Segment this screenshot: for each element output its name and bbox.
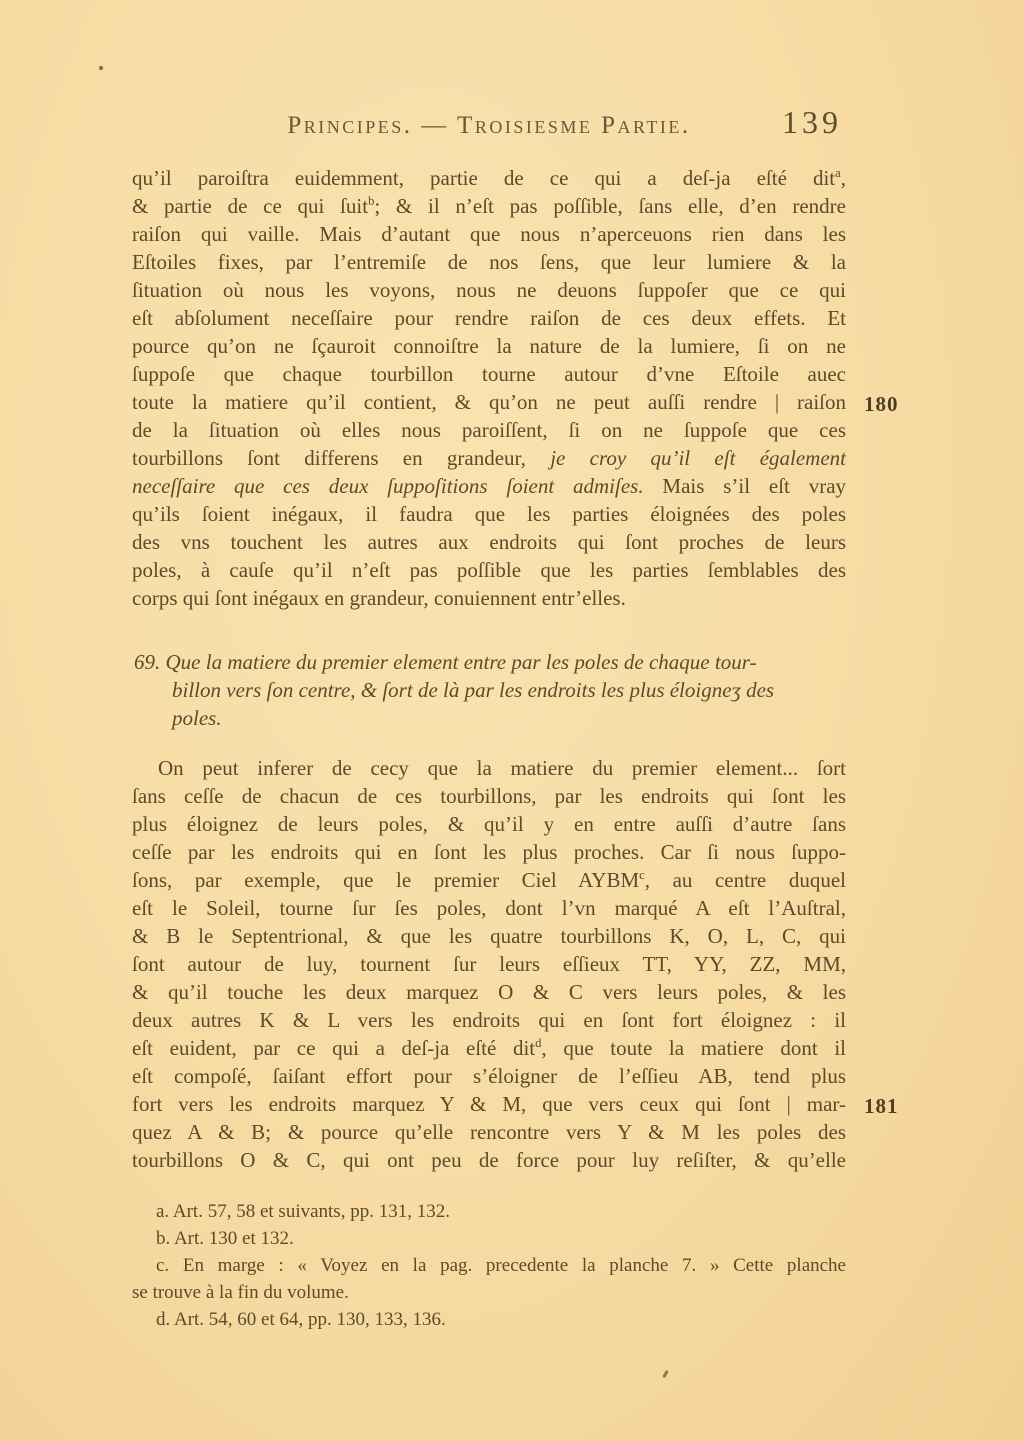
text-line	[132, 388, 846, 416]
text-line	[132, 950, 846, 978]
text-line	[132, 1034, 846, 1062]
text-run: corps qui ſont inégaux en grandeur, conuiennent entr’elles.	[132, 586, 626, 610]
running-header: Principes. — Troisiesme Partie.	[287, 112, 691, 139]
footnote-marker: c	[639, 868, 645, 882]
text-run: c. En marge : « Voyez en la pag. precedente la planche 7. » Cette planche	[156, 1255, 846, 1276]
text-line	[132, 922, 846, 950]
text-line	[132, 1062, 846, 1090]
text-line	[132, 1090, 846, 1118]
text-line	[132, 782, 846, 810]
text-run: de la ſituation où elles nous paroiſſent, ſi on ne ſuppoſe que ces	[132, 418, 846, 442]
text-line	[132, 472, 846, 500]
text-line	[132, 1252, 846, 1279]
text-run: ceſſe par les endroits qui en ſont les plus proches. Car ſi nous ſuppo-	[132, 840, 846, 864]
text-line	[132, 584, 846, 612]
text-line	[132, 838, 846, 866]
page-number: 139	[782, 104, 842, 140]
text-line	[132, 528, 846, 556]
body-paragraph-1	[132, 164, 846, 612]
text-run: 69. Que la matiere du premier element entre par les poles de chaque tour-	[134, 650, 757, 674]
text-line	[132, 192, 846, 220]
text-run: tourbillons O & C, qui ont peu de force pour luy reſiſter, & qu’elle	[132, 1148, 846, 1172]
text-run: eſt compoſé, ſaiſant effort pour s’éloigner de l’eſſieu AB, tend plus	[132, 1064, 846, 1088]
text-line	[132, 1279, 846, 1306]
text-line	[132, 1146, 846, 1174]
footnote-marker: d	[535, 1036, 542, 1050]
text-run: quez A & B; & pource qu’elle rencontre vers Y & M les poles des	[132, 1120, 846, 1144]
text-line	[132, 360, 846, 388]
text-run: & B le Septentrional, & que les quatre tourbillons K, O, L, C, qui	[132, 924, 846, 948]
text-run: poles.	[172, 706, 222, 730]
text-line	[132, 304, 846, 332]
text-run: toute la matiere qu’il contient, & qu’on ne peut auſſi rendre | raiſon	[132, 390, 846, 414]
text-run: qu’il paroiſtra euidemment, partie de ce qui a deſ-ja eſté dit	[132, 166, 836, 190]
text-run: deux autres K & L vers les endroits qui en ſont fort éloignez : il	[132, 1008, 846, 1032]
text-run: ſons, par exemple, que le premier Ciel AYBM	[132, 868, 640, 892]
text-run: Mais s’il eſt vray	[643, 474, 847, 498]
text-run: poles, à cauſe qu’il n’eſt pas poſſible que les parties ſemblables des	[132, 558, 846, 582]
text-line	[134, 704, 848, 732]
text-line	[132, 1006, 846, 1034]
section-heading-69	[134, 648, 848, 732]
text-run: ; & il n’eſt pas poſſible, ſans elle, d’en rendre	[374, 194, 846, 218]
text-line	[132, 978, 846, 1006]
text-line	[132, 276, 846, 304]
margin-page-ref-180: 180	[864, 392, 899, 416]
text-line	[132, 332, 846, 360]
text-run: billon vers ſon centre, & ſort de là par les endroits les plus éloigneʒ des	[172, 678, 775, 702]
footnote-marker: b	[368, 194, 375, 208]
text-run: ſuppoſe que chaque tourbillon tourne autour d’vne Eſtoile auec	[132, 362, 846, 386]
text-line	[132, 556, 846, 584]
footnote-marker: a	[835, 166, 841, 180]
text-line	[132, 1118, 846, 1146]
paper-speck	[662, 1370, 668, 1378]
text-line	[132, 866, 846, 894]
text-run: ſans ceſſe de chacun de ces tourbillons, par les endroits qui ſont les	[132, 784, 846, 808]
text-line	[132, 164, 846, 192]
text-line	[132, 416, 846, 444]
text-run: je croy qu’il eſt également	[550, 446, 847, 470]
text-run: tourbillons ſont differens en grandeur,	[132, 446, 551, 470]
text-run: , au centre duquel	[644, 868, 846, 892]
text-run: plus éloignez de leurs poles, & qu’il y en entre auſſi d’autre ſans	[132, 812, 846, 836]
text-line	[132, 248, 846, 276]
text-run: eſt le Soleil, tourne ſur ſes poles, dont l’vn marqué A eſt l’Auſtral,	[132, 896, 846, 920]
text-run: & qu’il touche les deux marquez O & C vers leurs poles, & les	[132, 980, 846, 1004]
text-line	[132, 444, 846, 472]
text-line	[132, 220, 846, 248]
text-line	[134, 676, 848, 704]
text-run: pource qu’on ne ſçauroit connoiſtre la nature de la lumiere, ſi on ne	[132, 334, 846, 358]
text-run: neceſſaire que ces deux ſuppoſitions ſoient admiſes.	[132, 474, 644, 498]
text-run: fort vers les endroits marquez Y & M, que vers ceux qui ſont | mar-	[132, 1092, 846, 1116]
footnotes	[132, 1198, 846, 1333]
paper-speck	[99, 66, 103, 70]
text-run: On peut inferer de cecy que la matiere du premier element... ſort	[158, 756, 846, 780]
text-run: & partie de ce qui ſuit	[132, 194, 369, 218]
text-run: des vns touchent les autres aux endroits qui ſont proches de leurs	[132, 530, 846, 554]
text-run: b. Art. 130 et 132.	[156, 1228, 294, 1249]
text-line	[132, 810, 846, 838]
text-run: raiſon qui vaille. Mais d’autant que nous n’aperceuons rien dans les	[132, 222, 846, 246]
text-run: ſont autour de luy, tournent ſur leurs eſſieux TT, YY, ZZ, MM,	[132, 952, 846, 976]
margin-page-ref-181: 181	[864, 1094, 899, 1118]
text-run: ,	[840, 166, 846, 190]
text-run: a. Art. 57, 58 et suivants, pp. 131, 132.	[156, 1201, 450, 1222]
text-line	[132, 754, 846, 782]
text-run: ſituation où nous les voyons, nous ne deuons ſuppoſer que ce qui	[132, 278, 846, 302]
text-run: qu’ils ſoient inégaux, il faudra que les parties éloignées des poles	[132, 502, 846, 526]
text-run: Eſtoiles fixes, par l’entremiſe de nos ſens, que leur lumiere & la	[132, 250, 846, 274]
text-run: eſt euident, par ce qui a deſ-ja eſté dit	[132, 1036, 536, 1060]
text-line	[132, 1198, 846, 1225]
text-line	[132, 500, 846, 528]
body-paragraph-2	[132, 754, 846, 1174]
text-run: , que toute la matiere dont il	[541, 1036, 846, 1060]
text-run: d. Art. 54, 60 et 64, pp. 130, 133, 136.	[156, 1309, 446, 1330]
text-line	[134, 648, 848, 676]
text-line	[132, 1306, 846, 1333]
text-line	[132, 1225, 846, 1252]
text-run: se trouve à la fin du volume.	[132, 1282, 349, 1303]
text-line	[132, 894, 846, 922]
text-run: eſt abſolument neceſſaire pour rendre raiſon de ces deux effets. Et	[132, 306, 846, 330]
